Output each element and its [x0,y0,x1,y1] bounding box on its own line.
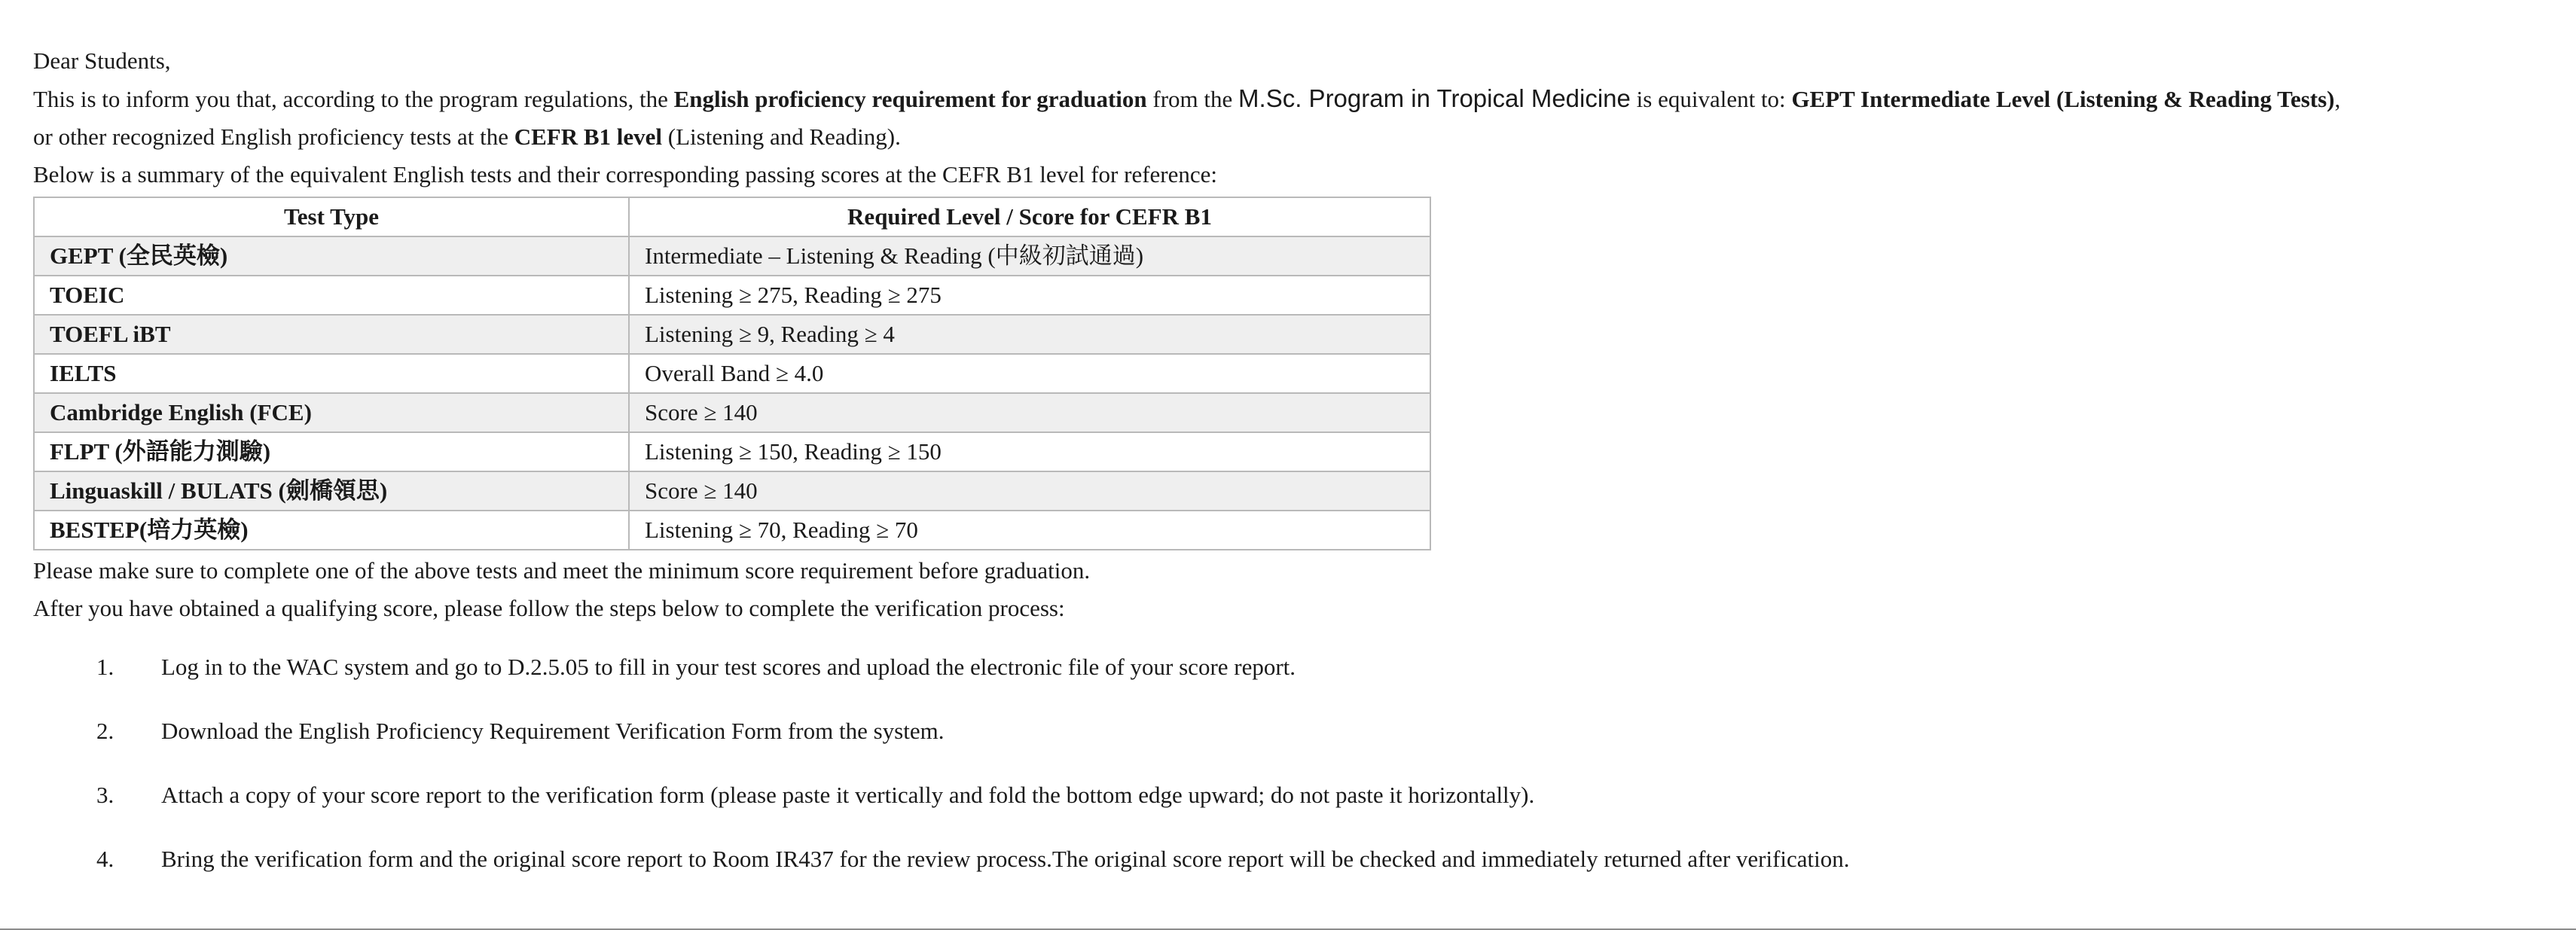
step-text: Log in to the WAC system and go to D.2.5.05 to fill in your test scores and upload the electronic file of your score report. [161,654,1296,680]
test-type-cell: FLPT (外語能力測驗) [34,432,629,471]
greeting: Dear Students, [33,47,171,74]
intro-text-g: , [2334,86,2341,112]
list-item [33,776,2564,840]
intro-text-e: is equivalent to: [1630,86,1792,112]
table-row [34,471,1430,511]
list-item [33,840,2564,904]
table-intro: Below is a summary of the equivalent English tests and their corresponding passing scores at the CEFR B1 level for reference: [33,161,1217,188]
score-cell: Listening ≥ 275, Reading ≥ 275 [629,276,1430,315]
header-test-type: Test Type [34,197,629,236]
step-number: 1. [96,654,114,680]
test-type-cell: TOEFL iBT [34,315,629,354]
verification-intro: After you have obtained a qualifying score, please follow the steps below to complete the verification process: [33,595,1065,621]
table-row [34,354,1430,393]
requirement-emphasis: English proficiency requirement for graduation [673,86,1147,112]
gept-level-emphasis: GEPT Intermediate Level (Listening & Reading Tests) [1791,86,2335,112]
verification-steps [33,648,2564,904]
test-type-cell: IELTS [34,354,629,393]
intro-text-c: from the [1146,86,1239,112]
step-text: Attach a copy of your score report to the verification form (please paste it vertically and fold the bottom edge upward; do not paste it horizontally). [161,782,1535,808]
list-item [33,648,2564,712]
cefr-level-emphasis: CEFR B1 level [514,123,663,150]
score-cell: Listening ≥ 9, Reading ≥ 4 [629,315,1430,354]
step-number: 4. [96,846,114,872]
score-cell: Score ≥ 140 [629,471,1430,511]
notice-document [33,42,2564,904]
score-cell: Overall Band ≥ 4.0 [629,354,1430,393]
intro-paragraph-line-1 [33,80,2564,118]
step-number: 2. [96,718,114,744]
intro-text-a: This is to inform you that, according to the program regulations, the [33,86,674,112]
score-cell: Score ≥ 140 [629,393,1430,432]
program-name: M.Sc. Program in Tropical Medicine [1238,84,1631,112]
list-item [33,712,2564,776]
table-row [34,393,1430,432]
test-type-cell: Linguaskill / BULATS (劍橋領思) [34,471,629,511]
intro-paragraph-line-2 [33,118,2564,156]
intro-text-2a: or other recognized English proficiency tests at the [33,123,514,150]
header-required-score: Required Level / Score for CEFR B1 [629,197,1430,236]
test-type-cell: BESTEP(培力英檢) [34,511,629,550]
table-row [34,511,1430,550]
score-cell: Intermediate – Listening & Reading (中級初試通過) [629,236,1430,276]
intro-text-2c: (Listening and Reading). [662,123,901,150]
score-cell: Listening ≥ 150, Reading ≥ 150 [629,432,1430,471]
step-text: Download the English Proficiency Requirement Verification Form from the system. [161,718,945,744]
score-cell: Listening ≥ 70, Reading ≥ 70 [629,511,1430,550]
step-text: Bring the verification form and the original score report to Room IR437 for the review process.The original score report will be checked and immediately returned after verification. [161,846,1850,872]
equivalent-tests-table [33,197,1431,550]
test-type-cell: GEPT (全民英檢) [34,236,629,276]
step-number: 3. [96,782,114,808]
table-row [34,315,1430,354]
test-type-cell: Cambridge English (FCE) [34,393,629,432]
table-header-row [34,197,1430,236]
table-row [34,276,1430,315]
table-row [34,236,1430,276]
test-type-cell: TOEIC [34,276,629,315]
completion-reminder: Please make sure to complete one of the above tests and meet the minimum score requirement before graduation. [33,557,1091,584]
table-row [34,432,1430,471]
